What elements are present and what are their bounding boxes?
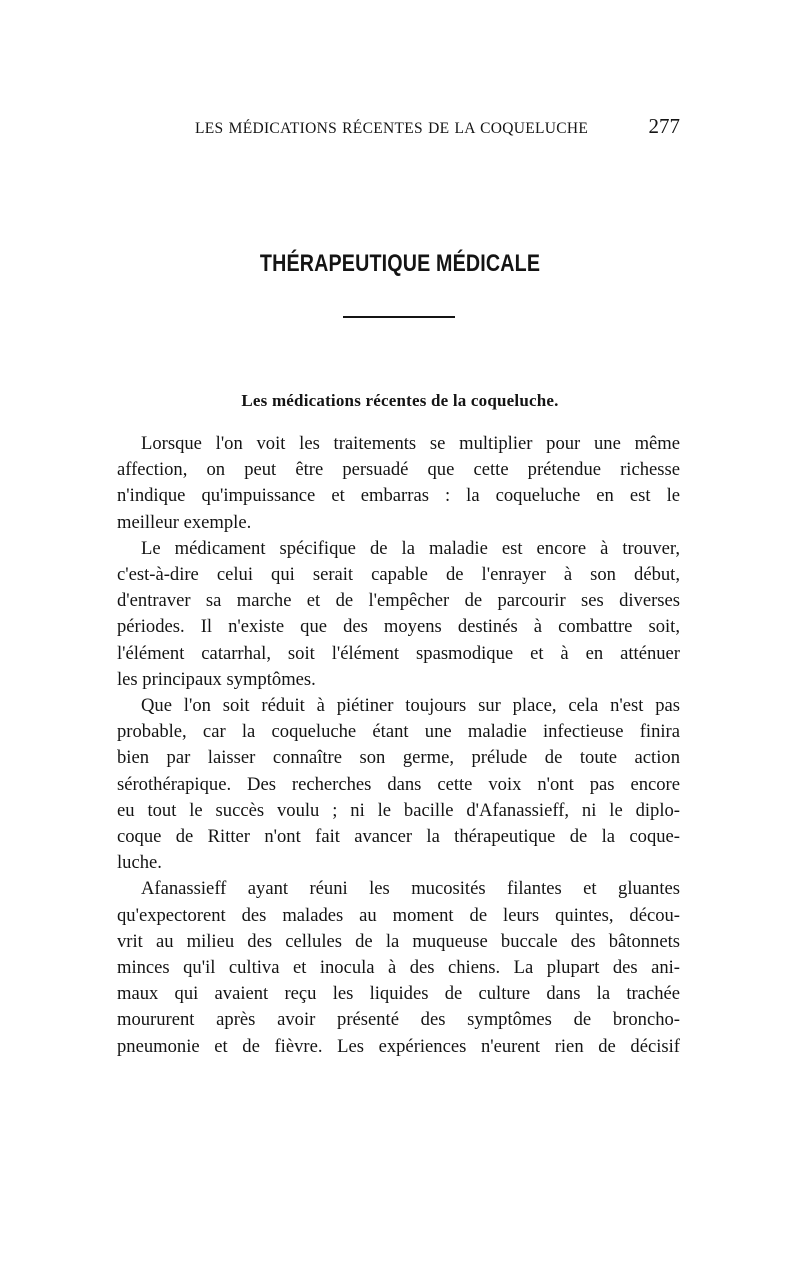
text-line: d'entraver sa marche et de l'empêcher de parcourir ses diverses: [117, 590, 680, 612]
running-head: [195, 114, 680, 138]
text-line: Afanassieff ayant réuni les mucosités filantes et gluantes: [141, 878, 680, 900]
paragraph: [117, 536, 680, 693]
text-line: les principaux symptômes.: [117, 668, 316, 690]
title-divider: [343, 316, 455, 318]
text-line: Le médicament spécifique de la maladie est encore à trouver,: [141, 537, 680, 559]
text-line: l'élément catarrhal, soit l'élément spasmodique et à en atténuer: [117, 642, 680, 664]
section-title: THÉRAPEUTIQUE MÉDICALE: [259, 250, 541, 277]
text-line: Que l'on soit réduit à piétiner toujours sur place, cela n'est pas: [141, 695, 680, 717]
page-number: 277: [648, 114, 680, 138]
text-line: qu'expectorent des malades au moment de leurs quintes, décou-: [117, 904, 680, 926]
paragraph: [117, 876, 680, 1059]
text-line: minces qu'il cultiva et inocula à des chiens. La plupart des ani-: [117, 957, 680, 979]
text-line: coque de Ritter n'ont fait avancer la thérapeutique de la coque-: [117, 826, 680, 848]
text-line: pneumonie et de fièvre. Les expériences n'eurent rien de décisif: [117, 1035, 680, 1057]
text-line: affection, on peut être persuadé que cette prétendue richesse: [117, 459, 680, 481]
article-body: [117, 431, 680, 1060]
text-line: eu tout le succès voulu ; ni le bacille d'Afanassieff, ni le diplo-: [117, 799, 680, 821]
text-line: maux qui avaient reçu les liquides de culture dans la trachée: [117, 983, 680, 1005]
text-line: Lorsque l'on voit les traitements se multiplier pour une même: [141, 433, 680, 454]
text-line: bien par laisser connaître son germe, prélude de toute action: [117, 747, 680, 769]
article-title: Les médications récentes de la coqueluche.: [241, 391, 559, 410]
text-line: luche.: [117, 852, 162, 874]
text-line: probable, car la coqueluche étant une maladie infectieuse finira: [117, 721, 680, 743]
text-line: vrit au milieu des cellules de la muqueuse buccale des bâtonnets: [117, 930, 680, 952]
running-head-title: LES MÉDICATIONS RÉCENTES DE LA COQUELUCHE: [195, 120, 589, 137]
paragraph: [117, 431, 680, 536]
text-line: périodes. Il n'existe que des moyens destinés à combattre soit,: [117, 616, 680, 638]
text-line: sérothérapique. Des recherches dans cette voix n'ont pas encore: [117, 773, 680, 795]
paragraph: [117, 693, 680, 876]
text-line: c'est-à-dire celui qui serait capable de l'enrayer à son début,: [117, 564, 680, 586]
text-line: n'indique qu'impuissance et embarras : la coqueluche en est le: [117, 485, 680, 507]
text-line: moururent après avoir présenté des symptômes de broncho-: [117, 1009, 680, 1031]
text-line: meilleur exemple.: [117, 511, 252, 533]
